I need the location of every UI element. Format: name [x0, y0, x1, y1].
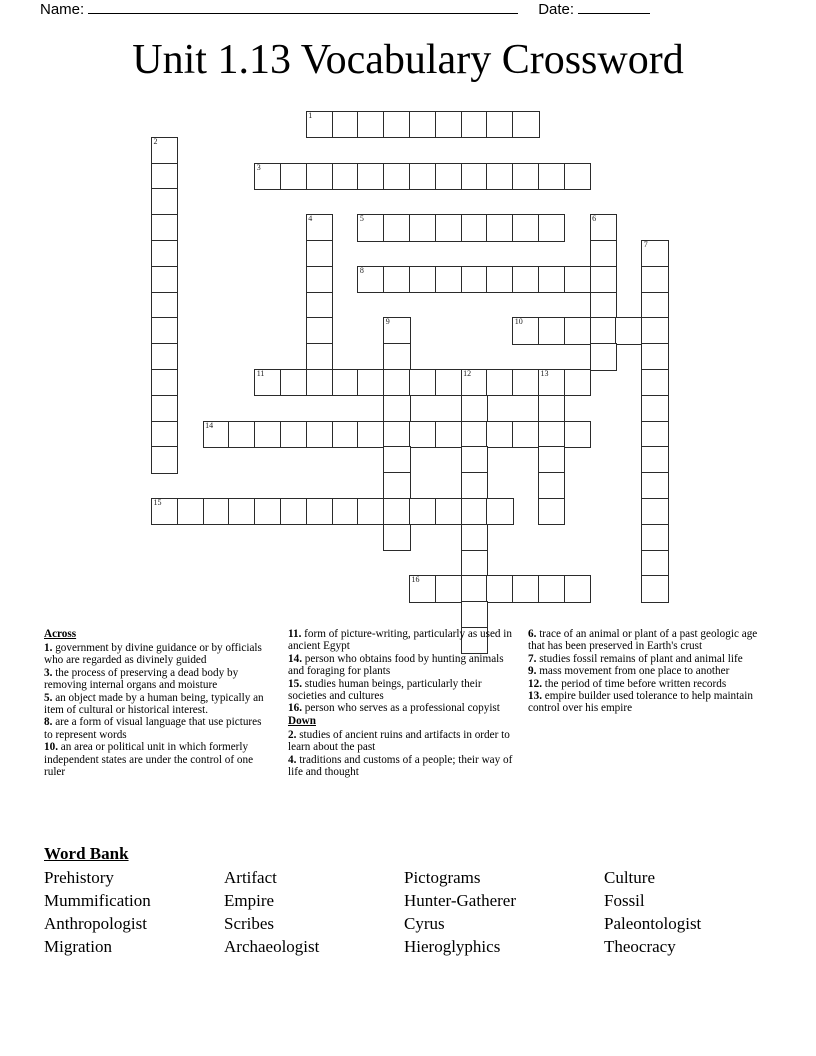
- crossword-cell[interactable]: [306, 163, 333, 190]
- clue-number: 6.: [528, 628, 537, 640]
- crossword-cell[interactable]: [512, 421, 539, 448]
- crossword-cell[interactable]: [280, 498, 307, 525]
- crossword-cell[interactable]: [538, 446, 565, 473]
- clue-number: 8.: [44, 716, 53, 729]
- clue-item: [528, 628, 774, 653]
- crossword-cell[interactable]: [306, 421, 333, 448]
- crossword-cell[interactable]: [641, 317, 668, 344]
- crossword-cell[interactable]: [512, 111, 539, 138]
- crossword-cell[interactable]: [435, 111, 462, 138]
- crossword-cell[interactable]: [641, 550, 668, 577]
- crossword-cell[interactable]: [409, 266, 436, 293]
- crossword-cell[interactable]: [486, 266, 513, 293]
- clues-column-2: [288, 628, 516, 778]
- crossword-cell[interactable]: [203, 498, 230, 525]
- crossword-cell[interactable]: [151, 317, 178, 344]
- clue-number: 16.: [288, 702, 302, 715]
- crossword-cell[interactable]: [409, 575, 436, 602]
- cell-number: 6: [592, 214, 597, 224]
- crossword-cell[interactable]: [357, 214, 384, 241]
- crossword-cell[interactable]: [409, 369, 436, 396]
- crossword-cell[interactable]: [383, 163, 410, 190]
- crossword-cell[interactable]: [564, 163, 591, 190]
- crossword-cell[interactable]: [538, 369, 565, 396]
- clue-number: 15.: [288, 677, 302, 690]
- clue-number: 13.: [528, 690, 542, 703]
- clues-column-3: [528, 628, 774, 715]
- clue-text: mass movement from one place to another: [536, 665, 730, 678]
- clue-item: [288, 678, 516, 703]
- clue-text: trace of an animal or plant of a past geologic age that has been preserved in Earth's crust: [528, 628, 758, 653]
- crossword-cell[interactable]: [435, 163, 462, 190]
- crossword-cell[interactable]: [641, 343, 668, 370]
- clue-number: 1.: [44, 642, 53, 654]
- word-bank-section: [44, 843, 776, 958]
- crossword-cell[interactable]: [228, 498, 255, 525]
- crossword-cell[interactable]: [512, 575, 539, 602]
- crossword-cell[interactable]: [409, 214, 436, 241]
- word-bank-grid: [44, 866, 776, 958]
- crossword-cell[interactable]: [306, 266, 333, 293]
- clue-number: 3.: [44, 666, 53, 679]
- clue-number: 11.: [288, 628, 302, 640]
- crossword-cell[interactable]: [151, 137, 178, 164]
- crossword-cell[interactable]: [357, 266, 384, 293]
- crossword-cell[interactable]: [332, 369, 359, 396]
- crossword-cell[interactable]: [254, 163, 281, 190]
- crossword-cell[interactable]: [383, 421, 410, 448]
- crossword-cell[interactable]: [383, 343, 410, 370]
- clue-item: [288, 653, 516, 678]
- crossword-cell[interactable]: [306, 369, 333, 396]
- crossword-cell[interactable]: [435, 214, 462, 241]
- clues-section: [44, 628, 776, 828]
- crossword-cell[interactable]: [564, 575, 591, 602]
- crossword-cell[interactable]: [486, 111, 513, 138]
- crossword-cell[interactable]: [409, 163, 436, 190]
- cell-number: 9: [385, 317, 390, 327]
- cell-number: 3: [256, 162, 261, 172]
- crossword-cell[interactable]: [306, 214, 333, 241]
- clue-text: are a form of visual language that use pictures to represent words: [44, 716, 262, 741]
- word-bank-heading: Word Bank: [44, 844, 129, 863]
- clue-item: [288, 754, 516, 779]
- crossword-cell[interactable]: [461, 111, 488, 138]
- word-bank-word: Theocracy: [604, 937, 676, 956]
- crossword-cell[interactable]: [512, 266, 539, 293]
- crossword-cell[interactable]: [435, 266, 462, 293]
- clue-text: form of picture-writing, particularly as used in ancient Egypt: [288, 628, 513, 653]
- clue-item: [44, 741, 272, 778]
- crossword-cell[interactable]: [461, 163, 488, 190]
- word-bank-word: Cyrus: [404, 914, 445, 933]
- crossword-cell[interactable]: [538, 498, 565, 525]
- crossword-cell[interactable]: [486, 369, 513, 396]
- cell-number: 13: [540, 369, 549, 378]
- clue-number: 5.: [44, 691, 53, 704]
- cell-number: 12: [463, 369, 472, 378]
- crossword-cell[interactable]: [383, 214, 410, 241]
- clue-text: an area or political unit in which formerly independent states are under the control of one ruler: [44, 741, 254, 779]
- clue-number: 7.: [528, 652, 537, 665]
- crossword-cell[interactable]: [512, 163, 539, 190]
- crossword-cell[interactable]: [254, 369, 281, 396]
- crossword-cell[interactable]: [461, 601, 488, 628]
- crossword-cell[interactable]: [357, 498, 384, 525]
- clue-number: 10.: [44, 741, 58, 754]
- crossword-cell[interactable]: [538, 472, 565, 499]
- crossword-cell[interactable]: [564, 421, 591, 448]
- crossword-cell[interactable]: [538, 395, 565, 422]
- crossword-cell[interactable]: [615, 317, 642, 344]
- crossword-cell[interactable]: [409, 498, 436, 525]
- crossword-cell[interactable]: [461, 446, 488, 473]
- cell-number: 5: [359, 214, 364, 224]
- crossword-cell[interactable]: [641, 421, 668, 448]
- crossword-cell[interactable]: [461, 214, 488, 241]
- crossword-cell[interactable]: [590, 292, 617, 319]
- clue-number: 4.: [288, 753, 297, 766]
- crossword-cell[interactable]: [461, 266, 488, 293]
- cell-number: 16: [411, 575, 420, 585]
- clue-item: [528, 678, 774, 690]
- crossword-cell[interactable]: [151, 343, 178, 370]
- crossword-cell[interactable]: [357, 369, 384, 396]
- name-label: Name:: [40, 1, 85, 18]
- page-title: Unit 1.13 Vocabulary Crossword: [132, 37, 684, 83]
- clue-text: person who obtains food by hunting animals and foraging for plants: [288, 652, 504, 678]
- crossword-cell[interactable]: [538, 575, 565, 602]
- crossword-cell[interactable]: [332, 111, 359, 138]
- crossword-cell[interactable]: [306, 498, 333, 525]
- clue-text: studies fossil remains of plant and animal life: [536, 652, 743, 665]
- word-bank-word: Prehistory: [44, 868, 114, 887]
- clue-text: person who serves as a professional copyist: [301, 702, 500, 715]
- crossword-cell[interactable]: [177, 498, 204, 525]
- crossword-cell[interactable]: [461, 550, 488, 577]
- crossword-cell[interactable]: [461, 524, 488, 551]
- clue-item: [44, 642, 272, 667]
- crossword-cell[interactable]: [306, 317, 333, 344]
- crossword-cell[interactable]: [461, 421, 488, 448]
- crossword-cell[interactable]: [641, 446, 668, 473]
- clues-column-1: [44, 628, 272, 778]
- crossword-cell[interactable]: [383, 266, 410, 293]
- crossword-cell[interactable]: [486, 214, 513, 241]
- crossword-cell[interactable]: [590, 266, 617, 293]
- crossword-cell[interactable]: [409, 111, 436, 138]
- crossword-cell[interactable]: [486, 498, 513, 525]
- crossword-cell[interactable]: [461, 369, 488, 396]
- crossword-cell[interactable]: [590, 317, 617, 344]
- crossword-cell[interactable]: [538, 266, 565, 293]
- word-bank-word: Hieroglyphics: [404, 937, 501, 956]
- word-bank-word: Artifact: [224, 868, 277, 887]
- crossword-cell[interactable]: [357, 421, 384, 448]
- clue-number: 14.: [288, 652, 302, 665]
- crossword-cell[interactable]: [641, 240, 668, 267]
- crossword-cell[interactable]: [383, 395, 410, 422]
- down-heading: Down: [288, 714, 316, 727]
- crossword-cell[interactable]: [641, 292, 668, 319]
- crossword-cell[interactable]: [486, 163, 513, 190]
- cell-number: 7: [643, 240, 648, 249]
- crossword-cell[interactable]: [641, 472, 668, 499]
- crossword-cell[interactable]: [151, 266, 178, 293]
- crossword-cell[interactable]: [383, 498, 410, 525]
- clue-item: [288, 702, 516, 714]
- across-heading: Across: [44, 628, 77, 640]
- word-bank-word: Anthropologist: [44, 914, 147, 933]
- crossword-cell[interactable]: [306, 240, 333, 267]
- crossword-cell[interactable]: [357, 111, 384, 138]
- crossword-cell[interactable]: [254, 498, 281, 525]
- crossword-cell[interactable]: [409, 421, 436, 448]
- crossword-cell[interactable]: [512, 369, 539, 396]
- cell-number: 14: [205, 420, 214, 430]
- crossword-cell[interactable]: [151, 240, 178, 267]
- clue-text: empire builder used tolerance to help maintain control over his empire: [528, 690, 753, 715]
- crossword-cell[interactable]: [280, 163, 307, 190]
- crossword-cell[interactable]: [151, 214, 178, 241]
- crossword-cell[interactable]: [228, 421, 255, 448]
- word-bank-word: Archaeologist: [224, 937, 320, 956]
- crossword-cell[interactable]: [486, 421, 513, 448]
- crossword-cell[interactable]: [461, 472, 488, 499]
- word-bank-word: Hunter-Gatherer: [404, 891, 516, 910]
- clue-text: traditions and customs of a people; their way of life and thought: [288, 753, 513, 779]
- crossword-cell[interactable]: [564, 369, 591, 396]
- crossword-cell[interactable]: [590, 343, 617, 370]
- crossword-cell[interactable]: [151, 395, 178, 422]
- crossword-cell[interactable]: [383, 111, 410, 138]
- crossword-cell[interactable]: [151, 498, 178, 525]
- clue-text: studies of ancient ruins and artifacts in order to learn about the past: [288, 728, 510, 754]
- crossword-cell[interactable]: [461, 575, 488, 602]
- crossword-cell[interactable]: [306, 343, 333, 370]
- clue-text: the process of preserving a dead body by removing internal organs and moisture: [44, 666, 239, 692]
- crossword-cell[interactable]: [641, 498, 668, 525]
- clue-number: 2.: [288, 728, 297, 741]
- crossword-cell[interactable]: [564, 317, 591, 344]
- clue-item: [528, 690, 774, 715]
- word-bank-word: Pictograms: [404, 868, 481, 887]
- clue-text: the period of time before written records: [541, 677, 727, 690]
- crossword-cell[interactable]: [383, 369, 410, 396]
- crossword-cell[interactable]: [151, 369, 178, 396]
- crossword-cell[interactable]: [151, 446, 178, 473]
- clue-item: [44, 667, 272, 692]
- clue-text: government by divine guidance or by officials who are regarded as divinely guided: [44, 642, 262, 667]
- clue-item: [288, 628, 516, 653]
- clue-number: 12.: [528, 677, 542, 690]
- crossword-cell[interactable]: [641, 524, 668, 551]
- crossword-cell[interactable]: [151, 188, 178, 215]
- crossword-cell[interactable]: [641, 369, 668, 396]
- crossword-cell[interactable]: [332, 498, 359, 525]
- crossword-cell[interactable]: [564, 266, 591, 293]
- date-label: Date:: [538, 1, 575, 18]
- clue-item: [288, 729, 516, 754]
- crossword-cell[interactable]: [357, 163, 384, 190]
- word-bank-word: Paleontologist: [604, 914, 702, 933]
- clue-item: [44, 692, 272, 717]
- crossword-cell[interactable]: [151, 421, 178, 448]
- word-bank-word: Migration: [44, 937, 112, 956]
- crossword-cell[interactable]: [512, 317, 539, 344]
- crossword-cell[interactable]: [383, 524, 410, 551]
- clue-text: an object made by a human being, typically an item of cultural or historical interest.: [44, 691, 264, 717]
- cell-number: 1: [308, 111, 313, 120]
- crossword-cell[interactable]: [280, 421, 307, 448]
- clue-item: [528, 665, 774, 677]
- crossword-cell[interactable]: [383, 317, 410, 344]
- crossword-cell[interactable]: [512, 214, 539, 241]
- crossword-cell[interactable]: [254, 421, 281, 448]
- crossword-cell[interactable]: [332, 421, 359, 448]
- word-bank-word: Scribes: [224, 914, 275, 933]
- crossword-cell[interactable]: [280, 369, 307, 396]
- crossword-cell[interactable]: [641, 575, 668, 602]
- crossword-cell[interactable]: [538, 421, 565, 448]
- crossword-cell[interactable]: [151, 163, 178, 190]
- crossword-cell[interactable]: [590, 240, 617, 267]
- clue-item: [528, 653, 774, 665]
- crossword-cell[interactable]: [306, 292, 333, 319]
- crossword-cell[interactable]: [383, 446, 410, 473]
- crossword-cell[interactable]: [203, 421, 230, 448]
- cell-number: 11: [256, 369, 265, 378]
- clue-number: 9.: [528, 665, 537, 678]
- crossword-cell[interactable]: [538, 214, 565, 241]
- crossword-cell[interactable]: [461, 498, 488, 525]
- crossword-cell[interactable]: [435, 575, 462, 602]
- crossword-cell[interactable]: [383, 472, 410, 499]
- crossword-cell[interactable]: [306, 111, 333, 138]
- crossword-cell[interactable]: [151, 292, 178, 319]
- crossword-cell[interactable]: [435, 498, 462, 525]
- crossword-cell[interactable]: [590, 214, 617, 241]
- cell-number: 15: [153, 498, 162, 507]
- cell-number: 2: [153, 136, 158, 146]
- crossword-cell[interactable]: [538, 163, 565, 190]
- clue-item: [44, 716, 272, 741]
- word-bank-word: Mummification: [44, 891, 151, 910]
- crossword-cell[interactable]: [332, 163, 359, 190]
- cell-number: 8: [359, 265, 364, 275]
- crossword-cell[interactable]: [461, 395, 488, 422]
- clue-text: studies human beings, particularly their societies and cultures: [288, 677, 482, 703]
- word-bank-word: Culture: [604, 868, 655, 887]
- crossword-cell[interactable]: [486, 575, 513, 602]
- cell-number: 10: [514, 317, 523, 327]
- crossword-cell[interactable]: [435, 421, 462, 448]
- crossword-cell[interactable]: [538, 317, 565, 344]
- crossword-cell[interactable]: [641, 266, 668, 293]
- crossword-cell[interactable]: [641, 395, 668, 422]
- cell-number: 4: [308, 214, 313, 224]
- crossword-cell[interactable]: [435, 369, 462, 396]
- word-bank-word: Fossil: [604, 891, 645, 910]
- word-bank-word: Empire: [224, 891, 275, 910]
